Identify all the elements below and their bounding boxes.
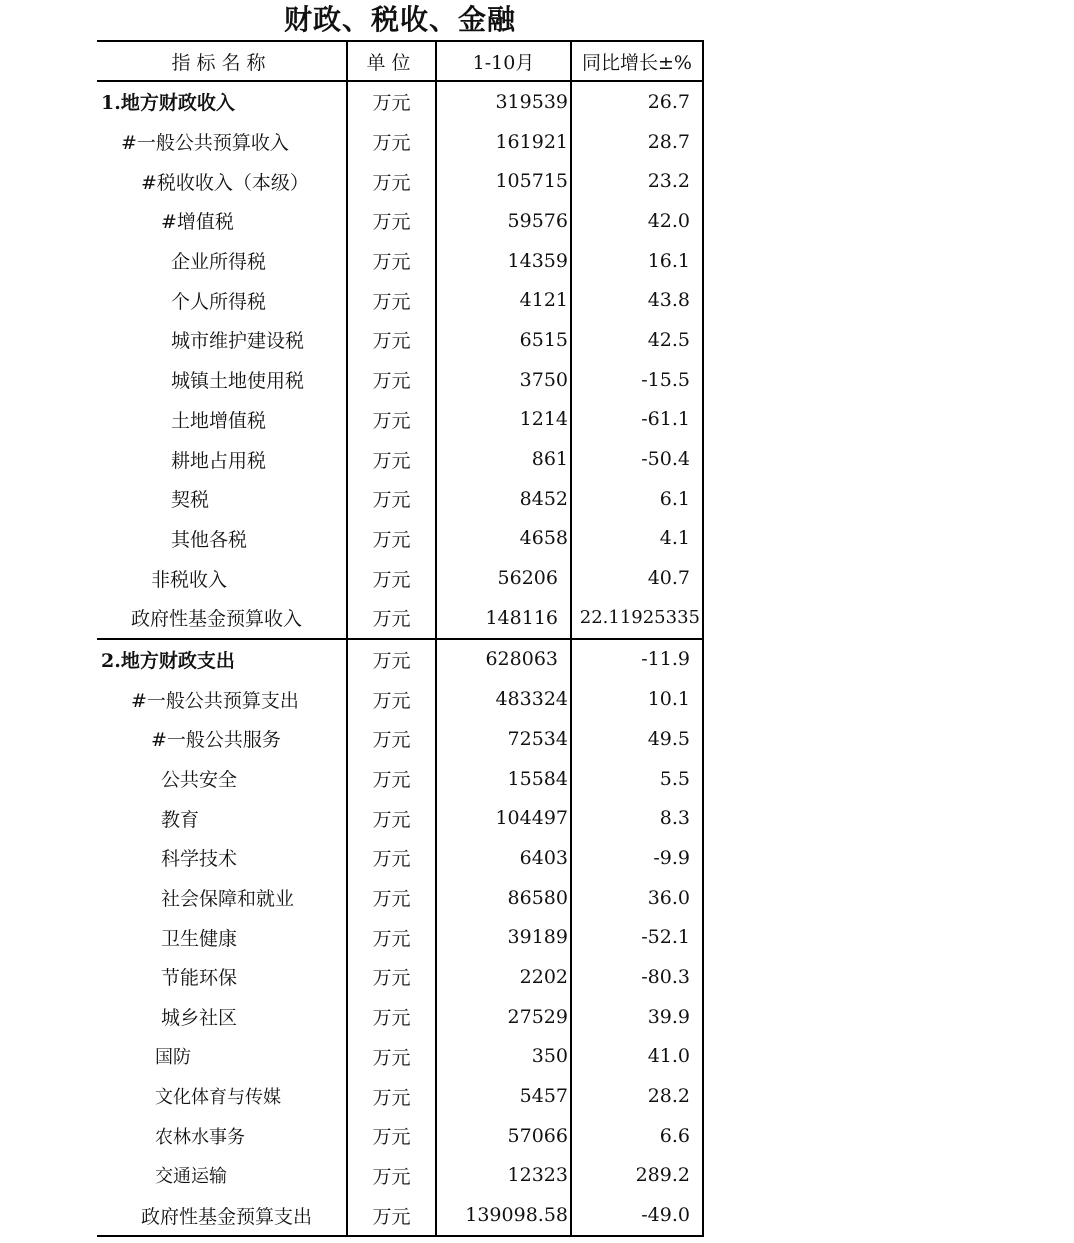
row-growth: 28.7 — [571, 122, 703, 162]
row-growth: 43.8 — [571, 280, 703, 320]
row-value: 4121 — [436, 280, 571, 320]
row-unit: 万元 — [347, 957, 436, 997]
page-title: 财政、税收、金融 — [283, 3, 516, 36]
table-row — [97, 1076, 703, 1116]
row-growth: -52.1 — [571, 917, 703, 957]
row-unit: 万元 — [347, 719, 436, 759]
table-row — [97, 519, 703, 559]
row-indicator-name: 公共安全 — [161, 769, 238, 792]
row-unit: 万元 — [347, 639, 436, 680]
row-unit: 万元 — [347, 320, 436, 360]
table-row — [97, 280, 703, 320]
row-unit: 万元 — [347, 201, 436, 241]
row-value: 105715 — [436, 161, 571, 201]
row-value: 15584 — [436, 759, 571, 799]
table-row — [97, 679, 703, 719]
row-value: 6515 — [436, 320, 571, 360]
row-growth: 5.5 — [571, 759, 703, 799]
row-indicator-name: 城镇土地使用税 — [171, 370, 305, 393]
row-unit: 万元 — [347, 479, 436, 519]
row-unit: 万元 — [347, 1076, 436, 1116]
table-row — [97, 1156, 703, 1196]
row-growth: 16.1 — [571, 241, 703, 281]
row-value: 12323 — [436, 1156, 571, 1196]
row-indicator-name: 卫生健康 — [161, 927, 238, 950]
row-value: 628063 — [436, 639, 571, 680]
row-growth: -11.9 — [571, 639, 703, 680]
table-header-row — [97, 41, 703, 81]
row-unit: 万元 — [347, 280, 436, 320]
row-indicator-name: 节能环保 — [161, 967, 238, 990]
row-unit: 万元 — [347, 917, 436, 957]
row-indicator-name: 城市维护建设税 — [171, 330, 305, 353]
row-unit: 万元 — [347, 997, 436, 1037]
table-row — [97, 598, 703, 639]
row-indicator-name: 土地增值税 — [171, 409, 267, 432]
header-unit: 单位 — [347, 41, 436, 81]
row-unit: 万元 — [347, 679, 436, 719]
row-growth: 40.7 — [571, 558, 703, 598]
row-unit: 万元 — [347, 1116, 436, 1156]
row-value: 1214 — [436, 400, 571, 440]
row-value: 14359 — [436, 241, 571, 281]
row-unit: 万元 — [347, 439, 436, 479]
table-row — [97, 161, 703, 201]
row-value: 8452 — [436, 479, 571, 519]
row-growth: 42.5 — [571, 320, 703, 360]
row-value: 148116 — [436, 598, 571, 639]
table-row — [97, 878, 703, 918]
row-indicator-name: 政府性基金预算支出 — [97, 1195, 347, 1236]
table-row — [97, 639, 703, 680]
row-unit: 万元 — [347, 1156, 436, 1196]
table-row — [97, 201, 703, 241]
header-growth: 同比增长±% — [571, 41, 703, 81]
row-indicator-name: 城乡社区 — [161, 1007, 238, 1030]
table-row — [97, 917, 703, 957]
row-indicator-name: 教育 — [161, 808, 200, 831]
row-indicator-name: #一般公共预算收入 — [121, 132, 289, 155]
row-indicator-name: 耕地占用税 — [171, 449, 267, 472]
row-unit: 万元 — [347, 878, 436, 918]
table-row — [97, 360, 703, 400]
row-value: 56206 — [436, 558, 571, 598]
row-indicator-name: #税收收入（本级） — [141, 171, 309, 194]
row-indicator-name: #增值税 — [161, 211, 234, 234]
row-indicator-name: 农林水事务 — [155, 1126, 245, 1148]
row-unit: 万元 — [347, 598, 436, 639]
row-indicator-name: 其他各税 — [171, 528, 248, 551]
row-value: 4658 — [436, 519, 571, 559]
row-indicator-name: 文化体育与传媒 — [155, 1087, 281, 1109]
row-value: 139098.58 — [436, 1195, 571, 1236]
row-growth: 6.6 — [571, 1116, 703, 1156]
table-row — [97, 439, 703, 479]
row-value: 350 — [436, 1037, 571, 1077]
row-growth: 39.9 — [571, 997, 703, 1037]
row-unit: 万元 — [347, 161, 436, 201]
table-row — [97, 241, 703, 281]
row-unit: 万元 — [347, 519, 436, 559]
row-growth: -15.5 — [571, 360, 703, 400]
row-indicator-name: 企业所得税 — [171, 251, 267, 274]
row-unit: 万元 — [347, 759, 436, 799]
row-value: 5457 — [436, 1076, 571, 1116]
row-indicator-name: #一般公共预算支出 — [131, 689, 299, 712]
row-unit: 万元 — [347, 241, 436, 281]
row-value: 3750 — [436, 360, 571, 400]
row-value: 104497 — [436, 798, 571, 838]
table-row — [97, 957, 703, 997]
row-indicator-name: 契税 — [171, 489, 210, 512]
table-row — [97, 81, 703, 122]
row-value: 861 — [436, 439, 571, 479]
row-value: 57066 — [436, 1116, 571, 1156]
row-unit: 万元 — [347, 558, 436, 598]
row-value: 483324 — [436, 679, 571, 719]
row-indicator-name: 交通运输 — [155, 1166, 227, 1188]
row-value: 59576 — [436, 201, 571, 241]
row-growth: -80.3 — [571, 957, 703, 997]
row-indicator-name: 国防 — [155, 1047, 191, 1069]
table-row — [97, 320, 703, 360]
row-value: 86580 — [436, 878, 571, 918]
row-growth: 42.0 — [571, 201, 703, 241]
row-growth: 49.5 — [571, 719, 703, 759]
row-indicator-name: 2.地方财政支出 — [97, 639, 347, 680]
table-row — [97, 719, 703, 759]
row-value: 6403 — [436, 838, 571, 878]
row-growth: 4.1 — [571, 519, 703, 559]
row-indicator-name: #一般公共服务 — [151, 729, 281, 752]
table-row — [97, 759, 703, 799]
table-row — [97, 479, 703, 519]
row-growth: 10.1 — [571, 679, 703, 719]
row-value: 319539 — [436, 81, 571, 122]
row-unit: 万元 — [347, 122, 436, 162]
row-growth: -50.4 — [571, 439, 703, 479]
row-growth: 23.2 — [571, 161, 703, 201]
row-value: 72534 — [436, 719, 571, 759]
table-row — [97, 997, 703, 1037]
row-growth: -61.1 — [571, 400, 703, 440]
row-value: 161921 — [436, 122, 571, 162]
row-growth: 28.2 — [571, 1076, 703, 1116]
row-unit: 万元 — [347, 1195, 436, 1236]
row-value: 2202 — [436, 957, 571, 997]
row-growth: 8.3 — [571, 798, 703, 838]
row-value: 39189 — [436, 917, 571, 957]
row-value: 27529 — [436, 997, 571, 1037]
row-growth: 41.0 — [571, 1037, 703, 1077]
table-row — [97, 1116, 703, 1156]
row-indicator-name: 政府性基金预算收入 — [131, 608, 303, 631]
table-row — [97, 400, 703, 440]
header-indicator-name: 指标名称 — [97, 41, 347, 81]
header-period: 1-10月 — [436, 41, 571, 81]
row-indicator-name: 科学技术 — [161, 848, 238, 871]
table-row — [97, 122, 703, 162]
row-growth: 36.0 — [571, 878, 703, 918]
table-body — [97, 81, 703, 1236]
table-row — [97, 1195, 703, 1236]
table-row — [97, 1037, 703, 1077]
finance-table — [97, 40, 704, 1237]
row-growth: 6.1 — [571, 479, 703, 519]
row-unit: 万元 — [347, 1037, 436, 1077]
row-unit: 万元 — [347, 81, 436, 122]
row-unit: 万元 — [347, 838, 436, 878]
row-growth: -49.0 — [571, 1195, 703, 1236]
row-unit: 万元 — [347, 360, 436, 400]
row-growth: 26.7 — [571, 81, 703, 122]
row-indicator-name: 非税收入 — [151, 568, 228, 591]
row-growth: -9.9 — [571, 838, 703, 878]
row-growth: 289.2 — [571, 1156, 703, 1196]
row-growth: 22.11925335 — [571, 598, 703, 639]
row-unit: 万元 — [347, 798, 436, 838]
table-row — [97, 838, 703, 878]
row-indicator-name: 社会保障和就业 — [161, 888, 295, 911]
table-row — [97, 798, 703, 838]
table-row — [97, 558, 703, 598]
row-indicator-name: 1.地方财政收入 — [101, 92, 235, 115]
row-unit: 万元 — [347, 400, 436, 440]
row-indicator-name: 个人所得税 — [171, 290, 267, 313]
